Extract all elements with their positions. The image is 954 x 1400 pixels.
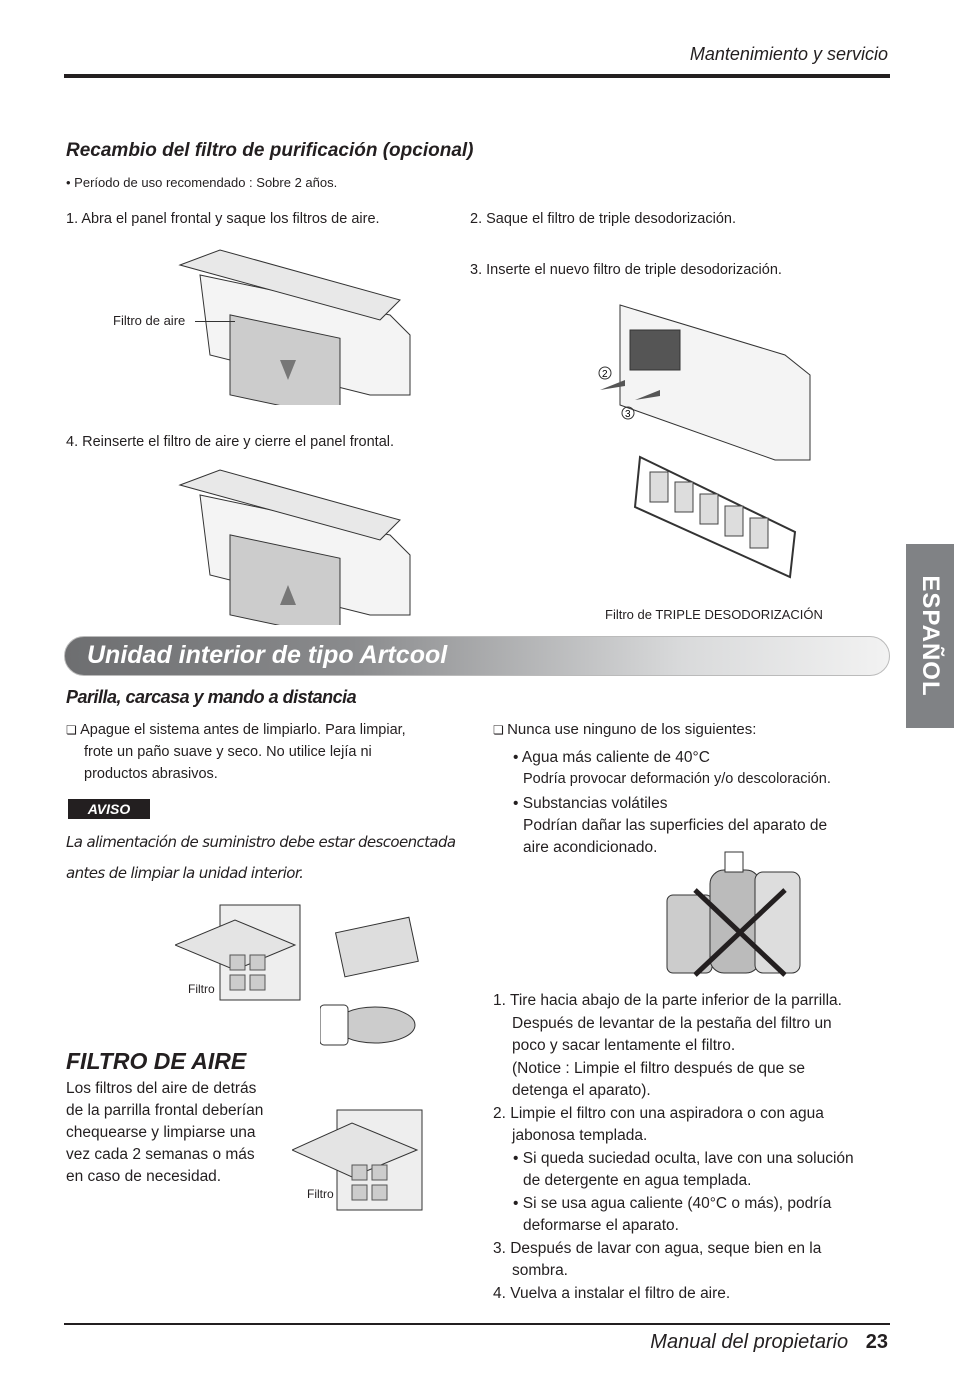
step-line: • Si se usa agua caliente (40°C o más), podría	[513, 1194, 832, 1212]
never-title: ❏ Nunca use ninguno de los siguientes:	[493, 719, 893, 741]
desc-line: Los filtros del aire de detrás	[66, 1080, 257, 1097]
leader-line	[195, 321, 235, 322]
cleaning-instructions	[66, 719, 466, 785]
filter-label: Filtro	[188, 982, 215, 996]
step-line: de detergente en agua templada.	[523, 1172, 752, 1189]
replacement-title: Recambio del filtro de purificación (opcional)	[66, 140, 474, 161]
warning-line: antes de limpiar la unidad interior.	[66, 864, 304, 882]
filter-label-2: Filtro	[307, 1187, 334, 1201]
header-rule	[64, 74, 890, 78]
never-item: • Agua más caliente de 40°C	[513, 749, 710, 766]
never-item-desc: Podrían dañar las superficies del aparato de	[523, 817, 828, 834]
prohibited-chemicals-illustration	[665, 850, 805, 978]
desc-line: chequearse y limpiarse una	[66, 1124, 256, 1141]
manual-title: Manual del propietario	[650, 1331, 849, 1353]
indoor-unit-open-illustration	[160, 245, 420, 405]
desc-line: en caso de necesidad.	[66, 1168, 222, 1185]
step-1: 1. Abra el panel frontal y saque los filtros de aire.	[66, 211, 380, 227]
footer	[650, 1331, 888, 1354]
instruction-line: productos abrasivos.	[84, 766, 218, 782]
triple-filter-insert-illustration	[595, 295, 815, 465]
page-number: 23	[865, 1331, 888, 1353]
desc-line: de la parrilla frontal deberían	[66, 1102, 264, 1119]
step-line: poco y sacar lentamente el filtro.	[512, 1037, 736, 1054]
usage-period: • Período de uso recomendado : Sobre 2 años.	[66, 175, 338, 190]
never-item-desc: aire acondicionado.	[523, 839, 658, 856]
warning-text	[66, 827, 456, 889]
callout-2: 2	[602, 369, 608, 380]
filter-steps	[493, 990, 854, 1305]
step-line: Después de levantar de la pestaña del filtro un	[512, 1014, 832, 1032]
step-line: jabonosa templada.	[512, 1127, 648, 1144]
section-header: Mantenimiento y servicio	[689, 44, 888, 64]
language-label: ESPAÑOL	[917, 575, 944, 697]
step-4: 4. Reinserte el filtro de aire y cierre el panel frontal.	[66, 434, 395, 450]
step-line: detenga el aparato).	[512, 1082, 651, 1099]
language-tab	[906, 544, 954, 728]
never-use-list	[493, 719, 893, 859]
indoor-unit-close-illustration	[160, 465, 420, 625]
step-line: • Si queda suciedad oculta, lave con una solución	[513, 1149, 854, 1167]
filter-reinstall-illustration	[292, 1105, 427, 1220]
step-3: 3. Inserte el nuevo filtro de triple desodorización.	[470, 262, 782, 278]
filter-description	[66, 1078, 263, 1188]
triple-filter-illustration	[630, 452, 800, 582]
section-banner	[64, 636, 890, 676]
triple-filter-label: Filtro de TRIPLE DESODORIZACIÓN	[605, 607, 823, 622]
banner-title: Unidad interior de tipo Artcool	[87, 641, 448, 669]
warning-line: La alimentación de suministro debe estar descoenctada	[66, 833, 456, 851]
step-line: 4. Vuelva a instalar el filtro de aire.	[493, 1284, 731, 1302]
step-line: sombra.	[512, 1262, 568, 1279]
air-filter-label: Filtro de aire	[113, 313, 186, 328]
never-item-desc: Podría provocar deformación y/o descoloración.	[523, 771, 831, 787]
step-line: deformarse el aparato.	[523, 1217, 679, 1234]
artcool-subtitle: Parilla, carcasa y mando a distancia	[66, 687, 357, 707]
step-line: (Notice : Limpie el filtro después de que se	[512, 1059, 805, 1077]
instruction-line: ❏ Apague el sistema antes de limpiarlo. Para limpiar,	[66, 719, 466, 741]
desc-line: vez cada 2 semanas o más	[66, 1146, 255, 1163]
step-line: 1. Tire hacia abajo de la parte inferior de la parrilla.	[493, 992, 842, 1009]
footer-rule	[64, 1323, 890, 1325]
step-line: 2. Limpie el filtro con una aspiradora o con agua	[493, 1104, 824, 1122]
never-item: • Substancias volátiles	[513, 795, 668, 812]
instruction-line: frote un paño suave y seco. No utilice lejía ni	[84, 744, 372, 760]
filter-title: FILTRO DE AIRE	[66, 1048, 247, 1074]
step-line: 3. Después de lavar con agua, seque bien en la	[493, 1239, 822, 1257]
step-2: 2. Saque el filtro de triple desodorización.	[470, 211, 736, 227]
callout-3: 3	[625, 409, 631, 420]
filter-washing-illustration	[320, 900, 425, 1050]
warning-badge: AVISO	[68, 799, 150, 819]
